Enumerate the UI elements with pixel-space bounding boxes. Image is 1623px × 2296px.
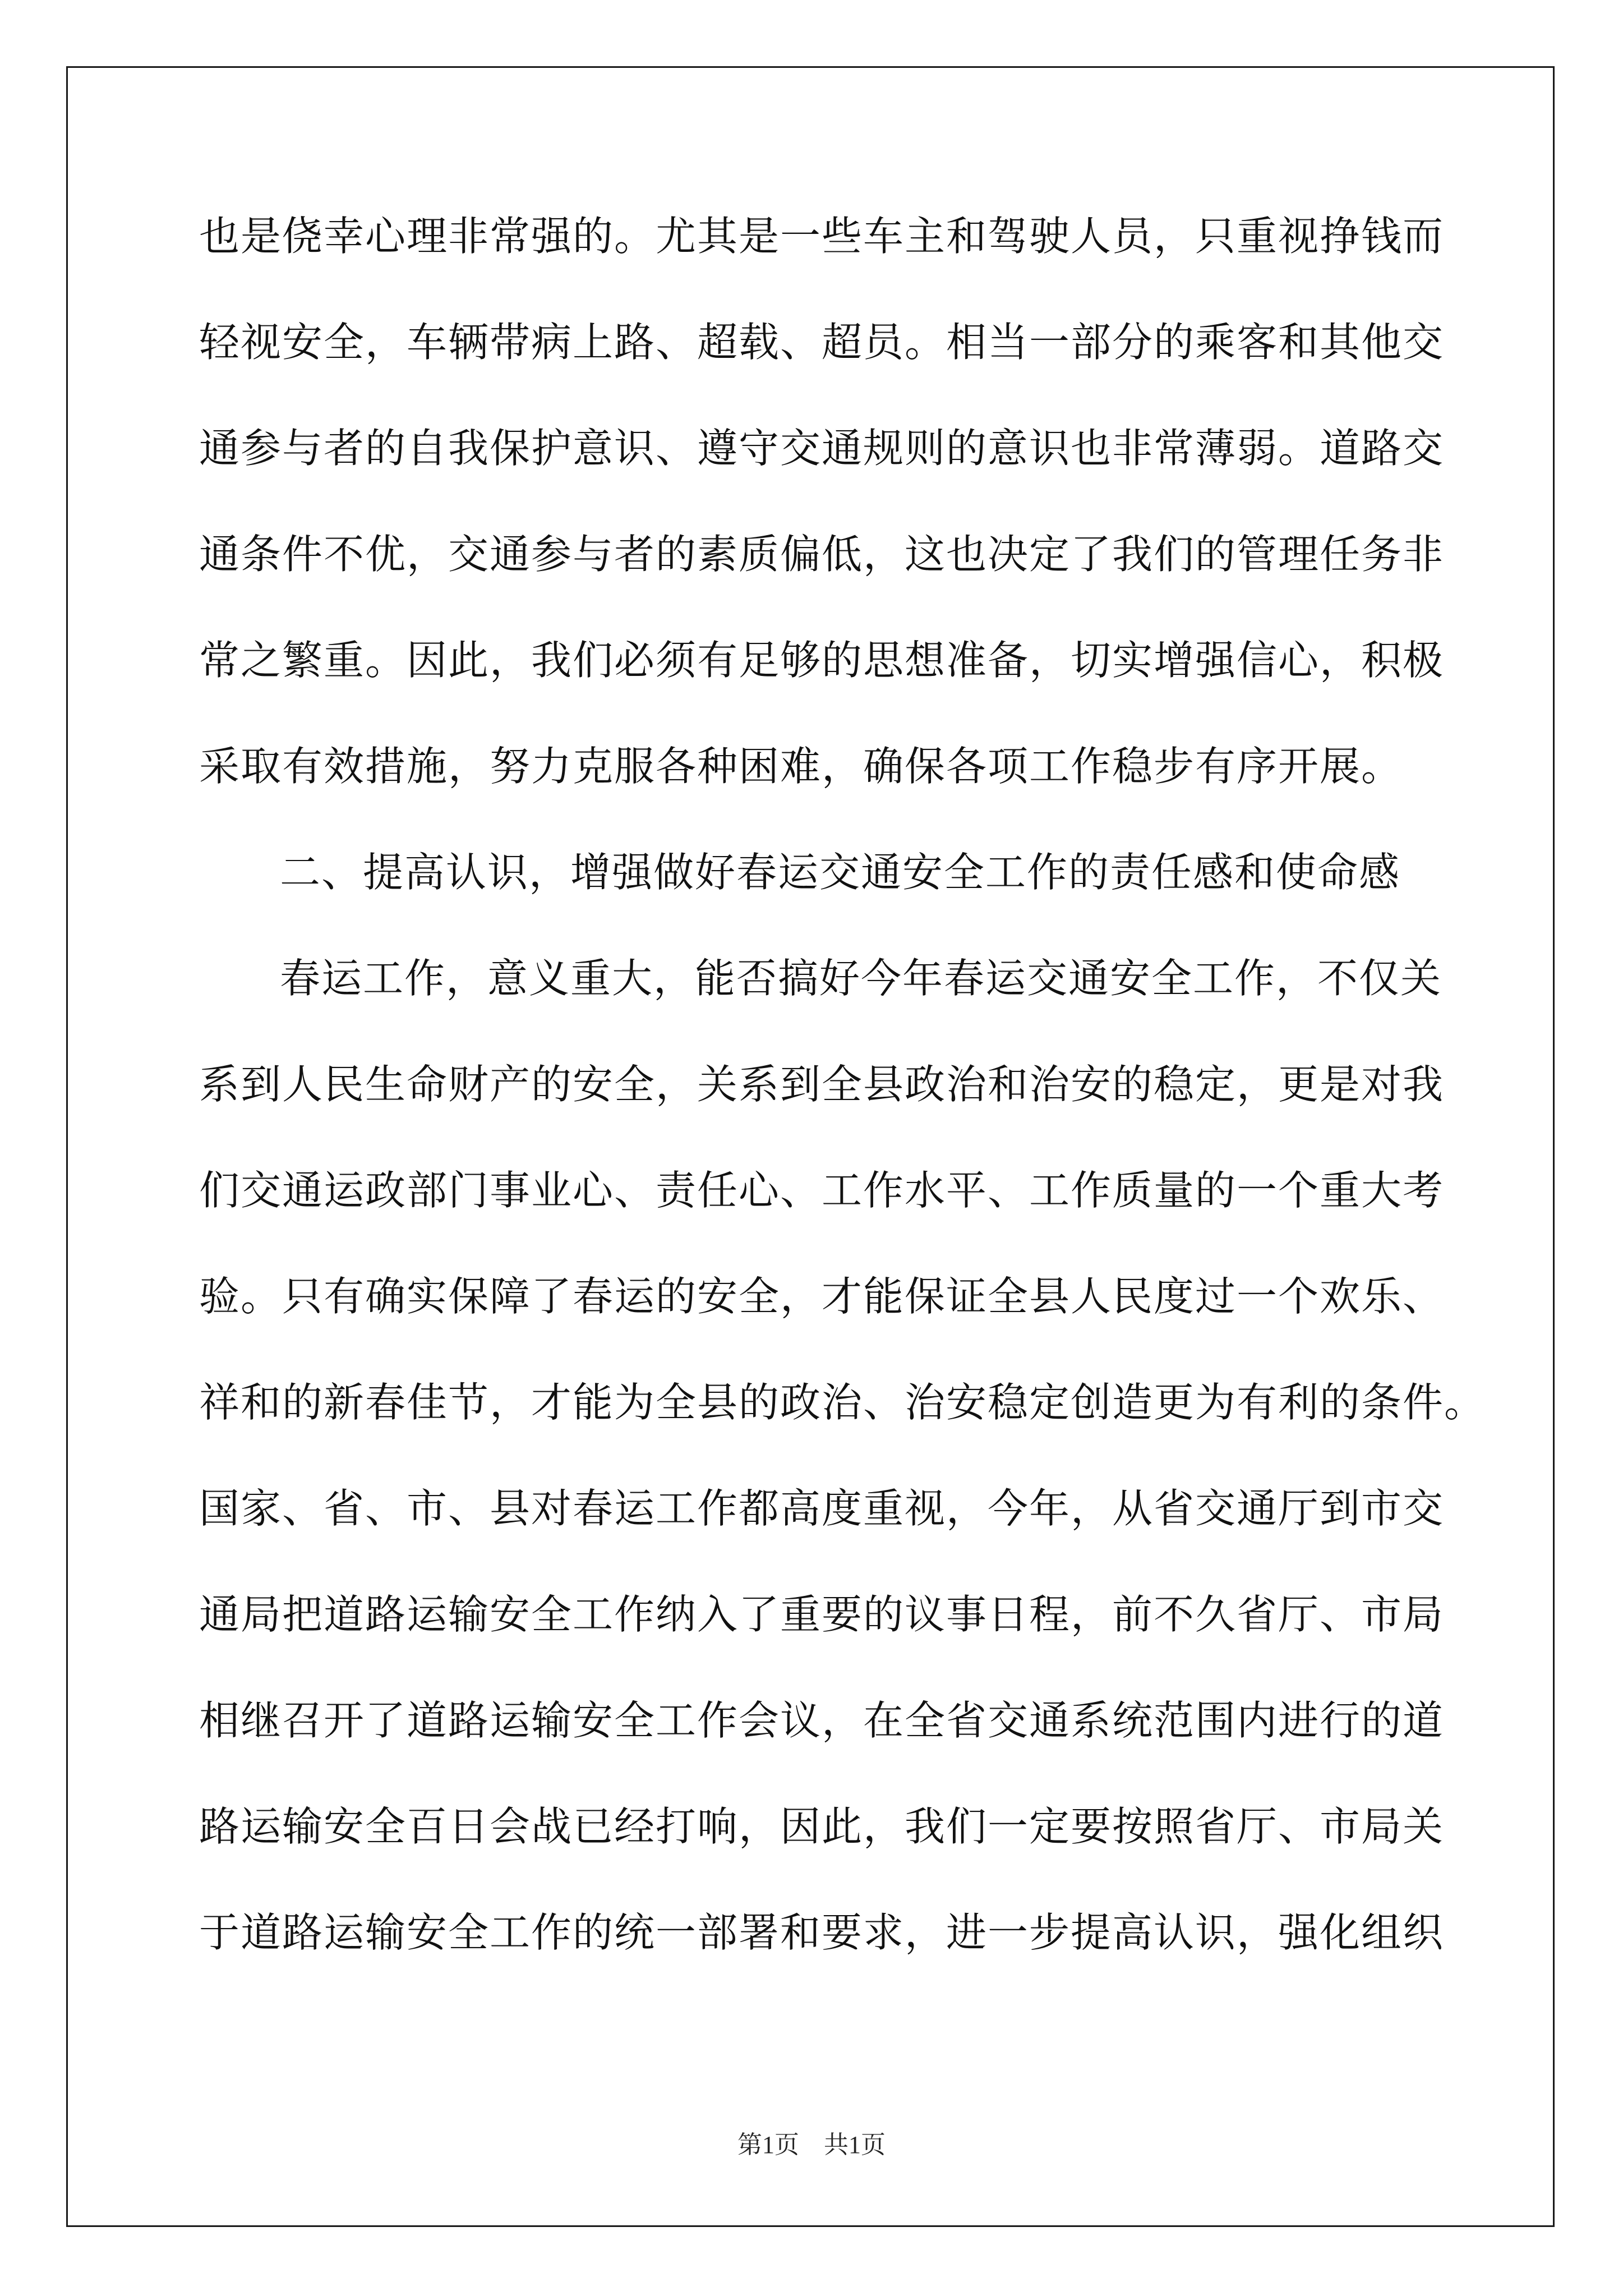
body-line: 常之繁重。因此，我们必须有足够的思想准备，切实增强信心，积极 xyxy=(199,637,1445,684)
body-line: 也是侥幸心理非常强的。尤其是一些车主和驾驶人员，只重视挣钱而 xyxy=(199,213,1445,260)
body-line: 祥和的新春佳节，才能为全县的政治、治安稳定创造更为有利的条件。 xyxy=(199,1379,1486,1426)
body-line: 们交通运政部门事业心、责任心、工作水平、工作质量的一个重大考 xyxy=(199,1167,1445,1214)
body-line: 通条件不优，交通参与者的素质偏低，这也决定了我们的管理任务非 xyxy=(199,531,1445,578)
page-number-footer: 第1页 共1页 xyxy=(737,2131,886,2159)
document-body xyxy=(199,213,1486,2018)
section-heading: 二、提高认识，增强做好春运交通安全工作的责任感和使命感 xyxy=(280,849,1401,896)
body-line: 采取有效措施，努力克服各种困难，确保各项工作稳步有序开展。 xyxy=(199,743,1403,790)
body-line: 路运输安全百日会战已经打响，因此，我们一定要按照省厅、市局关 xyxy=(199,1803,1445,1850)
body-line: 于道路运输安全工作的统一部署和要求，进一步提高认识，强化组织 xyxy=(199,1909,1445,1956)
body-line: 相继召开了道路运输安全工作会议，在全省交通系统范围内进行的道 xyxy=(199,1697,1445,1744)
body-line: 通参与者的自我保护意识、遵守交通规则的意识也非常薄弱。道路交 xyxy=(199,425,1445,472)
body-line: 验。只有确实保障了春运的安全，才能保证全县人民度过一个欢乐、 xyxy=(199,1273,1445,1320)
body-line: 系到人民生命财产的安全，关系到全县政治和治安的稳定，更是对我 xyxy=(199,1061,1445,1108)
paragraph-start-line: 春运工作，意义重大，能否搞好今年春运交通安全工作，不仅关 xyxy=(280,955,1442,1002)
body-line: 国家、省、市、县对春运工作都高度重视，今年，从省交通厅到市交 xyxy=(199,1485,1445,1532)
body-line: 通局把道路运输安全工作纳入了重要的议事日程，前不久省厅、市局 xyxy=(199,1591,1445,1638)
body-line: 轻视安全，车辆带病上路、超载、超员。相当一部分的乘客和其他交 xyxy=(199,319,1445,366)
